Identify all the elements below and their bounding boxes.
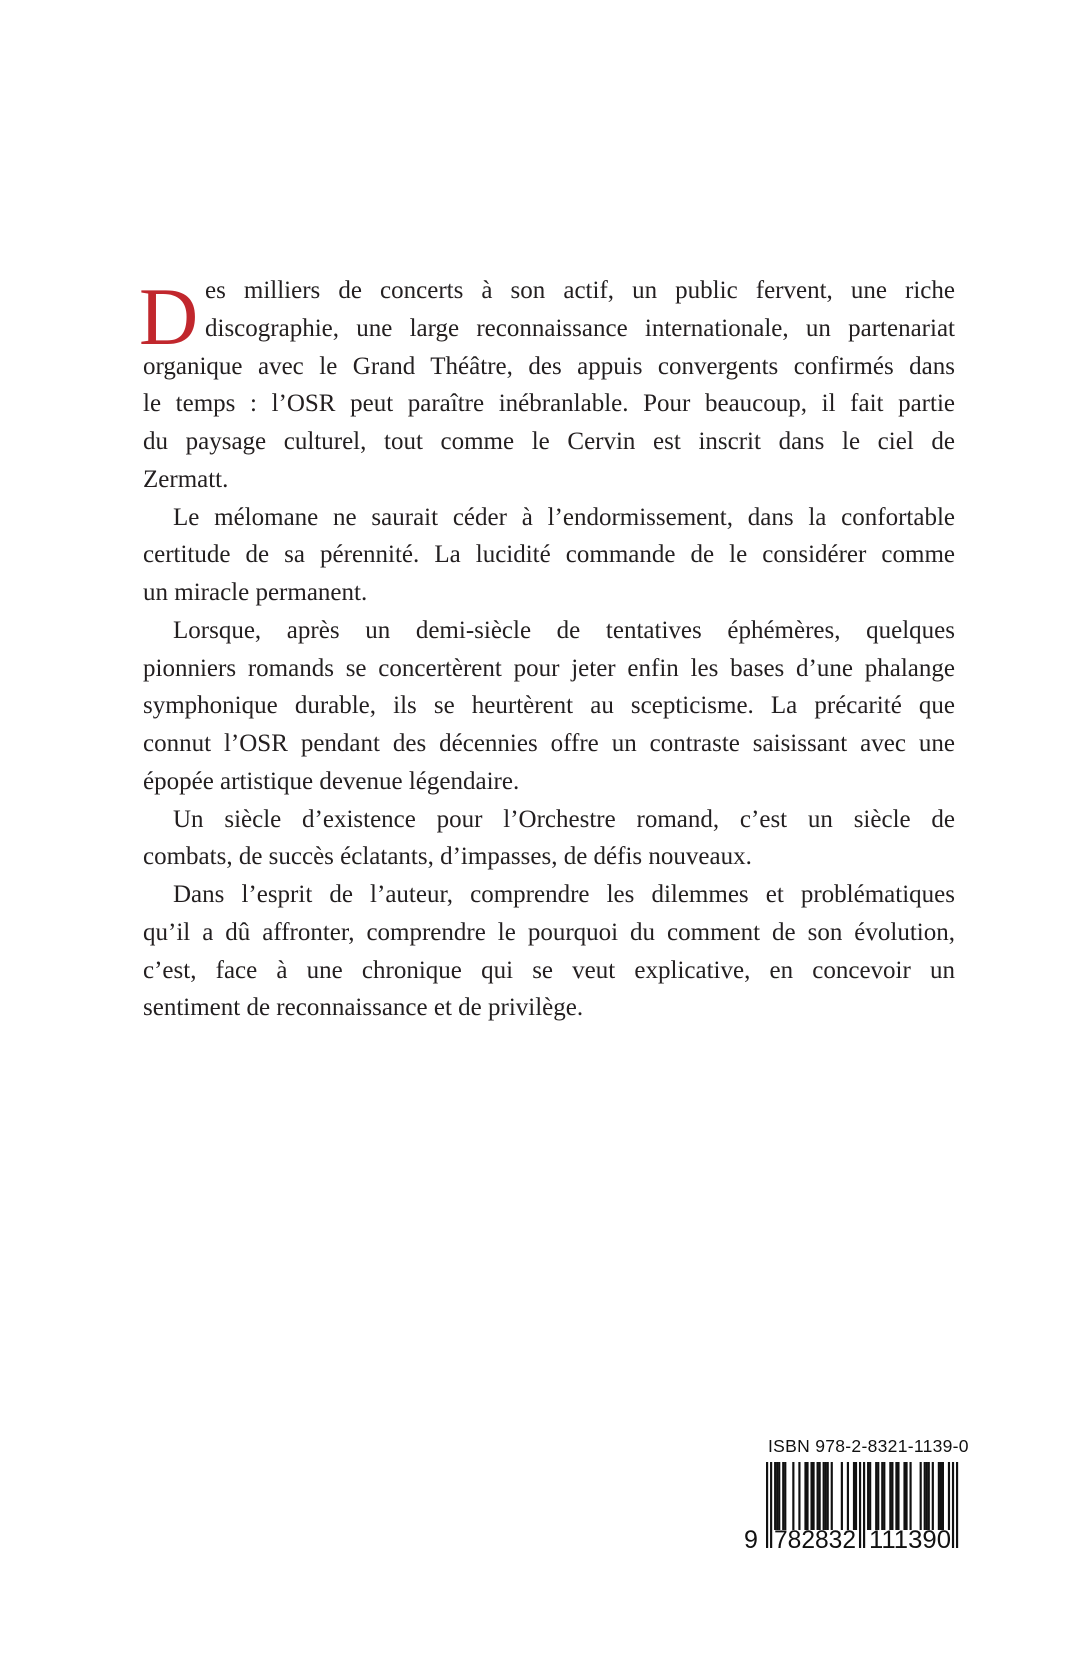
barcode-bar <box>792 1462 794 1530</box>
barcode-bar <box>798 1462 800 1530</box>
barcode-bar <box>782 1462 784 1530</box>
barcode-guard-bar <box>859 1462 861 1548</box>
barcode-bar <box>924 1462 926 1530</box>
paragraph-3 <box>143 612 955 801</box>
text-line: Zermatt. <box>143 465 229 493</box>
text-line: sentiment de reconnaissance et de privilège. <box>143 994 584 1022</box>
barcode-guard-bar <box>956 1462 958 1548</box>
barcode-bar <box>812 1462 814 1530</box>
barcode-bar <box>825 1462 827 1530</box>
text-line: Dans l’esprit de l’auteur, comprendre les dilemmes et problématiques <box>173 881 955 908</box>
barcode-digit-first: 9 <box>744 1526 758 1554</box>
text-line: pionniers romands se concertèrent pour jeter enfin les bases d’une phalange <box>143 654 955 682</box>
barcode-bar <box>877 1462 879 1530</box>
barcode-bar <box>897 1462 899 1530</box>
barcode-bar <box>909 1462 911 1530</box>
barcode-bar <box>827 1462 829 1530</box>
barcode-bar <box>869 1462 871 1530</box>
barcode-bar <box>926 1462 928 1530</box>
paragraph-2 <box>143 499 955 612</box>
barcode-bar <box>928 1462 930 1530</box>
barcode-bar <box>948 1462 950 1530</box>
barcode-bar <box>889 1462 891 1530</box>
isbn-barcode-block <box>740 1430 969 1555</box>
text-line: Lorsque, après un demi-siècle de tentatives éphémères, quelques <box>173 616 955 644</box>
text-line: discographie, une large reconnaissance internationale, un partenariat <box>205 314 955 342</box>
text-line: épopée artistique devenue légendaire. <box>143 767 520 795</box>
text-line: es milliers de concerts à son actif, un public fervent, une riche <box>205 277 955 304</box>
barcode-bar <box>774 1462 776 1530</box>
barcode-bar <box>778 1462 780 1530</box>
drop-cap: D <box>139 271 199 362</box>
barcode-bar <box>891 1462 893 1530</box>
barcode-bar <box>853 1462 855 1530</box>
text-line: symphonique durable, ils se heurtèrent au scepticisme. La précarité que <box>143 692 955 720</box>
text-line: Le mélomane ne saurait céder à l’endormissement, dans la confortable <box>173 503 955 531</box>
barcode-bar <box>847 1462 849 1530</box>
barcode-bar <box>881 1462 883 1530</box>
barcode-bar <box>841 1462 843 1530</box>
barcode-bar <box>867 1462 869 1530</box>
barcode-bar <box>810 1462 812 1530</box>
barcode-bar <box>819 1462 821 1530</box>
isbn-label: ISBN 978-2-8321-1139-0 <box>768 1436 969 1456</box>
text-line: du paysage culturel, tout comme le Cervin est inscrit dans le ciel de <box>143 428 955 455</box>
barcode-bar <box>823 1462 825 1530</box>
barcode-guard-bar <box>766 1462 768 1548</box>
text-line: certitude de sa pérennité. La lucidité commande de le considérer comme <box>143 541 955 569</box>
barcode-bar <box>895 1462 897 1530</box>
barcode-bar <box>920 1462 922 1530</box>
barcode-guard-bar <box>863 1462 865 1548</box>
barcode-digits-right: 111390 <box>869 1526 951 1554</box>
paragraph-4 <box>143 801 955 877</box>
paragraph-5 <box>143 876 955 1027</box>
barcode-bar <box>855 1462 857 1530</box>
text-line: combats, de succès éclatants, d’impasses, de défis nouveaux. <box>143 843 752 871</box>
paragraph-1 <box>143 272 955 499</box>
barcode-bar <box>938 1462 940 1530</box>
barcode-bar <box>903 1462 905 1530</box>
barcode-bar <box>875 1462 877 1530</box>
barcode-bar <box>932 1462 934 1530</box>
barcode-bar <box>776 1462 778 1530</box>
barcode <box>740 1430 969 1555</box>
barcode-bar <box>905 1462 907 1530</box>
barcode-bar <box>831 1462 833 1530</box>
barcode-guard-bar <box>770 1462 772 1548</box>
barcode-bar <box>942 1462 944 1530</box>
text-line: Un siècle d’existence pour l’Orchestre romand, c’est un siècle de <box>173 805 955 833</box>
barcode-bar <box>940 1462 942 1530</box>
text-line: connut l’OSR pendant des décennies offre un contraste saisissant avec une <box>143 730 955 757</box>
barcode-digits-left: 782832 <box>774 1526 856 1554</box>
text-line: le temps : l’OSR peut paraître inébranlable. Pour beaucoup, il fait partie <box>143 390 955 418</box>
barcode-bar <box>784 1462 786 1530</box>
blurb-text <box>139 271 955 1027</box>
barcode-bar <box>806 1462 808 1530</box>
text-line: un miracle permanent. <box>143 579 368 606</box>
text-line: organique avec le Grand Théâtre, des appuis convergents confirmés dans <box>143 352 955 380</box>
text-line: qu’il a dû affronter, comprendre le pourquoi du comment de son évolution, <box>143 918 955 946</box>
barcode-bar <box>817 1462 819 1530</box>
barcode-bar <box>883 1462 885 1530</box>
barcode-guard-bar <box>952 1462 954 1548</box>
barcode-bar <box>804 1462 806 1530</box>
text-line: c’est, face à une chronique qui se veut explicative, en concevoir un <box>143 956 955 984</box>
